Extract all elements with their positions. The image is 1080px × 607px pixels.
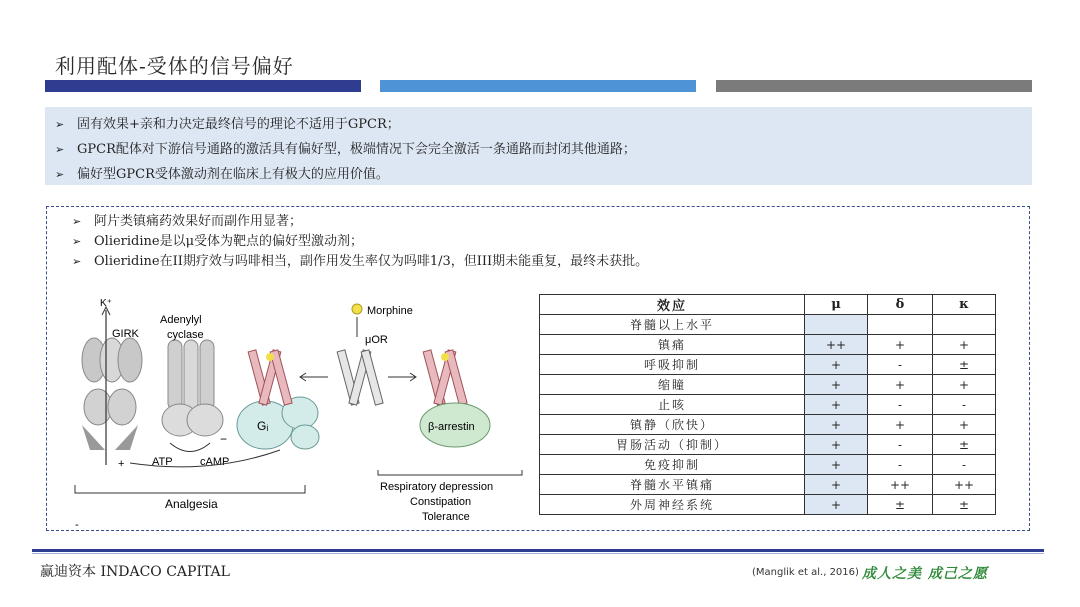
company-name: 赢迪资本 INDACO CAPITAL bbox=[40, 564, 230, 580]
effect-cell: 呼吸抑制 bbox=[540, 355, 805, 375]
kappa-cell: ± bbox=[933, 435, 996, 455]
arrow-bullet-icon: ➢ bbox=[72, 255, 82, 268]
table-row bbox=[540, 355, 996, 375]
kappa-cell bbox=[933, 315, 996, 335]
mu-opioid-receptor-icon bbox=[337, 350, 383, 405]
gi-label: Gᵢ bbox=[257, 419, 269, 433]
girk-label: GIRK bbox=[112, 328, 139, 340]
k-plus-label: K⁺ bbox=[100, 298, 112, 309]
minus-bottom-label: - bbox=[75, 519, 79, 530]
minus-sign: − bbox=[220, 432, 228, 446]
atp-label: ATP bbox=[152, 456, 173, 468]
header-mu: μ bbox=[805, 295, 868, 315]
muor-label: μOR bbox=[365, 334, 388, 346]
gi-protein-icon bbox=[237, 397, 319, 449]
adenylyl-label: Adenylyl bbox=[160, 314, 202, 326]
arrow-bullet-icon: ➢ bbox=[72, 235, 82, 248]
delta-cell: - bbox=[868, 455, 933, 475]
header-effect: 效应 bbox=[540, 295, 805, 315]
title-bar-grey bbox=[716, 80, 1032, 92]
mu-cell: + bbox=[805, 415, 868, 435]
arrow-bullet-icon: ➢ bbox=[55, 118, 65, 131]
delta-cell: - bbox=[868, 395, 933, 415]
delta-cell bbox=[868, 315, 933, 335]
effect-cell: 免疫抑制 bbox=[540, 455, 805, 475]
plus-sign: + bbox=[118, 458, 125, 470]
case-point: ➢ Olieridine在II期疗效与吗啡相当，副作用发生率仅为吗啡1/3，但III期未能重复，最终未获批。 bbox=[72, 252, 1029, 272]
signaling-diagram bbox=[60, 295, 530, 530]
key-point: ➢ 偏好型GPCR受体激动剂在临床上有极大的应用价值。 bbox=[55, 162, 1032, 187]
arrestin-bracket bbox=[378, 470, 522, 475]
key-points-box bbox=[45, 107, 1032, 185]
mu-cell: ++ bbox=[805, 335, 868, 355]
kappa-cell: ± bbox=[933, 495, 996, 515]
effect-cell: 缩瞳 bbox=[540, 375, 805, 395]
table-row bbox=[540, 455, 996, 475]
kappa-cell: + bbox=[933, 375, 996, 395]
mu-cell: + bbox=[805, 475, 868, 495]
effect-cell: 脊髓水平镇痛 bbox=[540, 475, 805, 495]
table-header-row bbox=[540, 295, 996, 315]
mu-cell: + bbox=[805, 455, 868, 475]
arrow-bullet-icon: ➢ bbox=[55, 143, 65, 156]
adenylyl-cyclase-icon bbox=[162, 340, 223, 436]
table-row bbox=[540, 315, 996, 335]
delta-cell: ++ bbox=[868, 475, 933, 495]
footer-divider-thin bbox=[32, 553, 1044, 554]
key-point: ➢ GPCR配体对下游信号通路的激活具有偏好型，极端情况下会完全激活一条通路而封闭其他通路； bbox=[55, 137, 1032, 162]
outcome-tolerance: Tolerance bbox=[422, 511, 470, 523]
title-bar-dark-blue bbox=[45, 80, 361, 92]
table-row bbox=[540, 415, 996, 435]
header-kappa: κ bbox=[933, 295, 996, 315]
delta-cell: + bbox=[868, 415, 933, 435]
camp-label: cAMP bbox=[200, 456, 230, 468]
outcome-constipation: Constipation bbox=[410, 496, 472, 508]
mu-cell: + bbox=[805, 375, 868, 395]
analgesia-label: Analgesia bbox=[165, 497, 218, 511]
case-point: ➢ 阿片类镇痛药效果好而副作用显著； bbox=[72, 212, 1029, 232]
delta-cell: - bbox=[868, 435, 933, 455]
kappa-cell: + bbox=[933, 335, 996, 355]
case-point: ➢ Olieridine是以μ受体为靶点的偏好型激动剂； bbox=[72, 232, 1029, 252]
slide-title: 利用配体-受体的信号偏好 bbox=[55, 54, 294, 78]
arrow-bullet-icon: ➢ bbox=[55, 168, 65, 181]
morphine-icon bbox=[352, 304, 362, 314]
delta-cell: ± bbox=[868, 495, 933, 515]
effect-cell: 镇痛 bbox=[540, 335, 805, 355]
key-point: ➢ 固有效果+亲和力决定最终信号的理论不适用于GPCR； bbox=[55, 112, 1032, 137]
table-row bbox=[540, 435, 996, 455]
mu-cell bbox=[805, 315, 868, 335]
table-row bbox=[540, 335, 996, 355]
header-delta: δ bbox=[868, 295, 933, 315]
footer-divider bbox=[32, 549, 1044, 552]
atp-camp-arrow bbox=[170, 443, 210, 452]
kappa-cell: ++ bbox=[933, 475, 996, 495]
morphine-label: Morphine bbox=[367, 305, 413, 317]
opioid-effects-table bbox=[539, 294, 996, 515]
effect-cell: 止咳 bbox=[540, 395, 805, 415]
outcome-respiratory: Respiratory depression bbox=[380, 481, 494, 493]
arrow-bullet-icon: ➢ bbox=[72, 215, 82, 228]
kappa-cell: ± bbox=[933, 355, 996, 375]
cyclase-label: cyclase bbox=[167, 329, 204, 341]
mu-cell: + bbox=[805, 395, 868, 415]
kappa-cell: - bbox=[933, 455, 996, 475]
kappa-cell: - bbox=[933, 395, 996, 415]
table-row bbox=[540, 395, 996, 415]
analgesia-bracket bbox=[75, 485, 305, 493]
table-row bbox=[540, 495, 996, 515]
kappa-cell: + bbox=[933, 415, 996, 435]
delta-cell: - bbox=[868, 355, 933, 375]
mu-cell: + bbox=[805, 495, 868, 515]
effect-cell: 脊髓以上水平 bbox=[540, 315, 805, 335]
title-bar-light-blue bbox=[380, 80, 696, 92]
mu-cell: + bbox=[805, 435, 868, 455]
mu-cell: + bbox=[805, 355, 868, 375]
effect-cell: 外周神经系统 bbox=[540, 495, 805, 515]
delta-cell: + bbox=[868, 375, 933, 395]
effect-cell: 镇静（欣快） bbox=[540, 415, 805, 435]
effect-cell: 胃肠活动（抑制） bbox=[540, 435, 805, 455]
barrestin-label: β-arrestin bbox=[428, 421, 475, 433]
citation: (Manglik et al., 2016) bbox=[752, 567, 859, 578]
table-row bbox=[540, 375, 996, 395]
company-slogan: 成人之美 成己之愿 bbox=[862, 566, 988, 582]
table-row bbox=[540, 475, 996, 495]
delta-cell: + bbox=[868, 335, 933, 355]
receptor-active-icon bbox=[248, 350, 292, 405]
